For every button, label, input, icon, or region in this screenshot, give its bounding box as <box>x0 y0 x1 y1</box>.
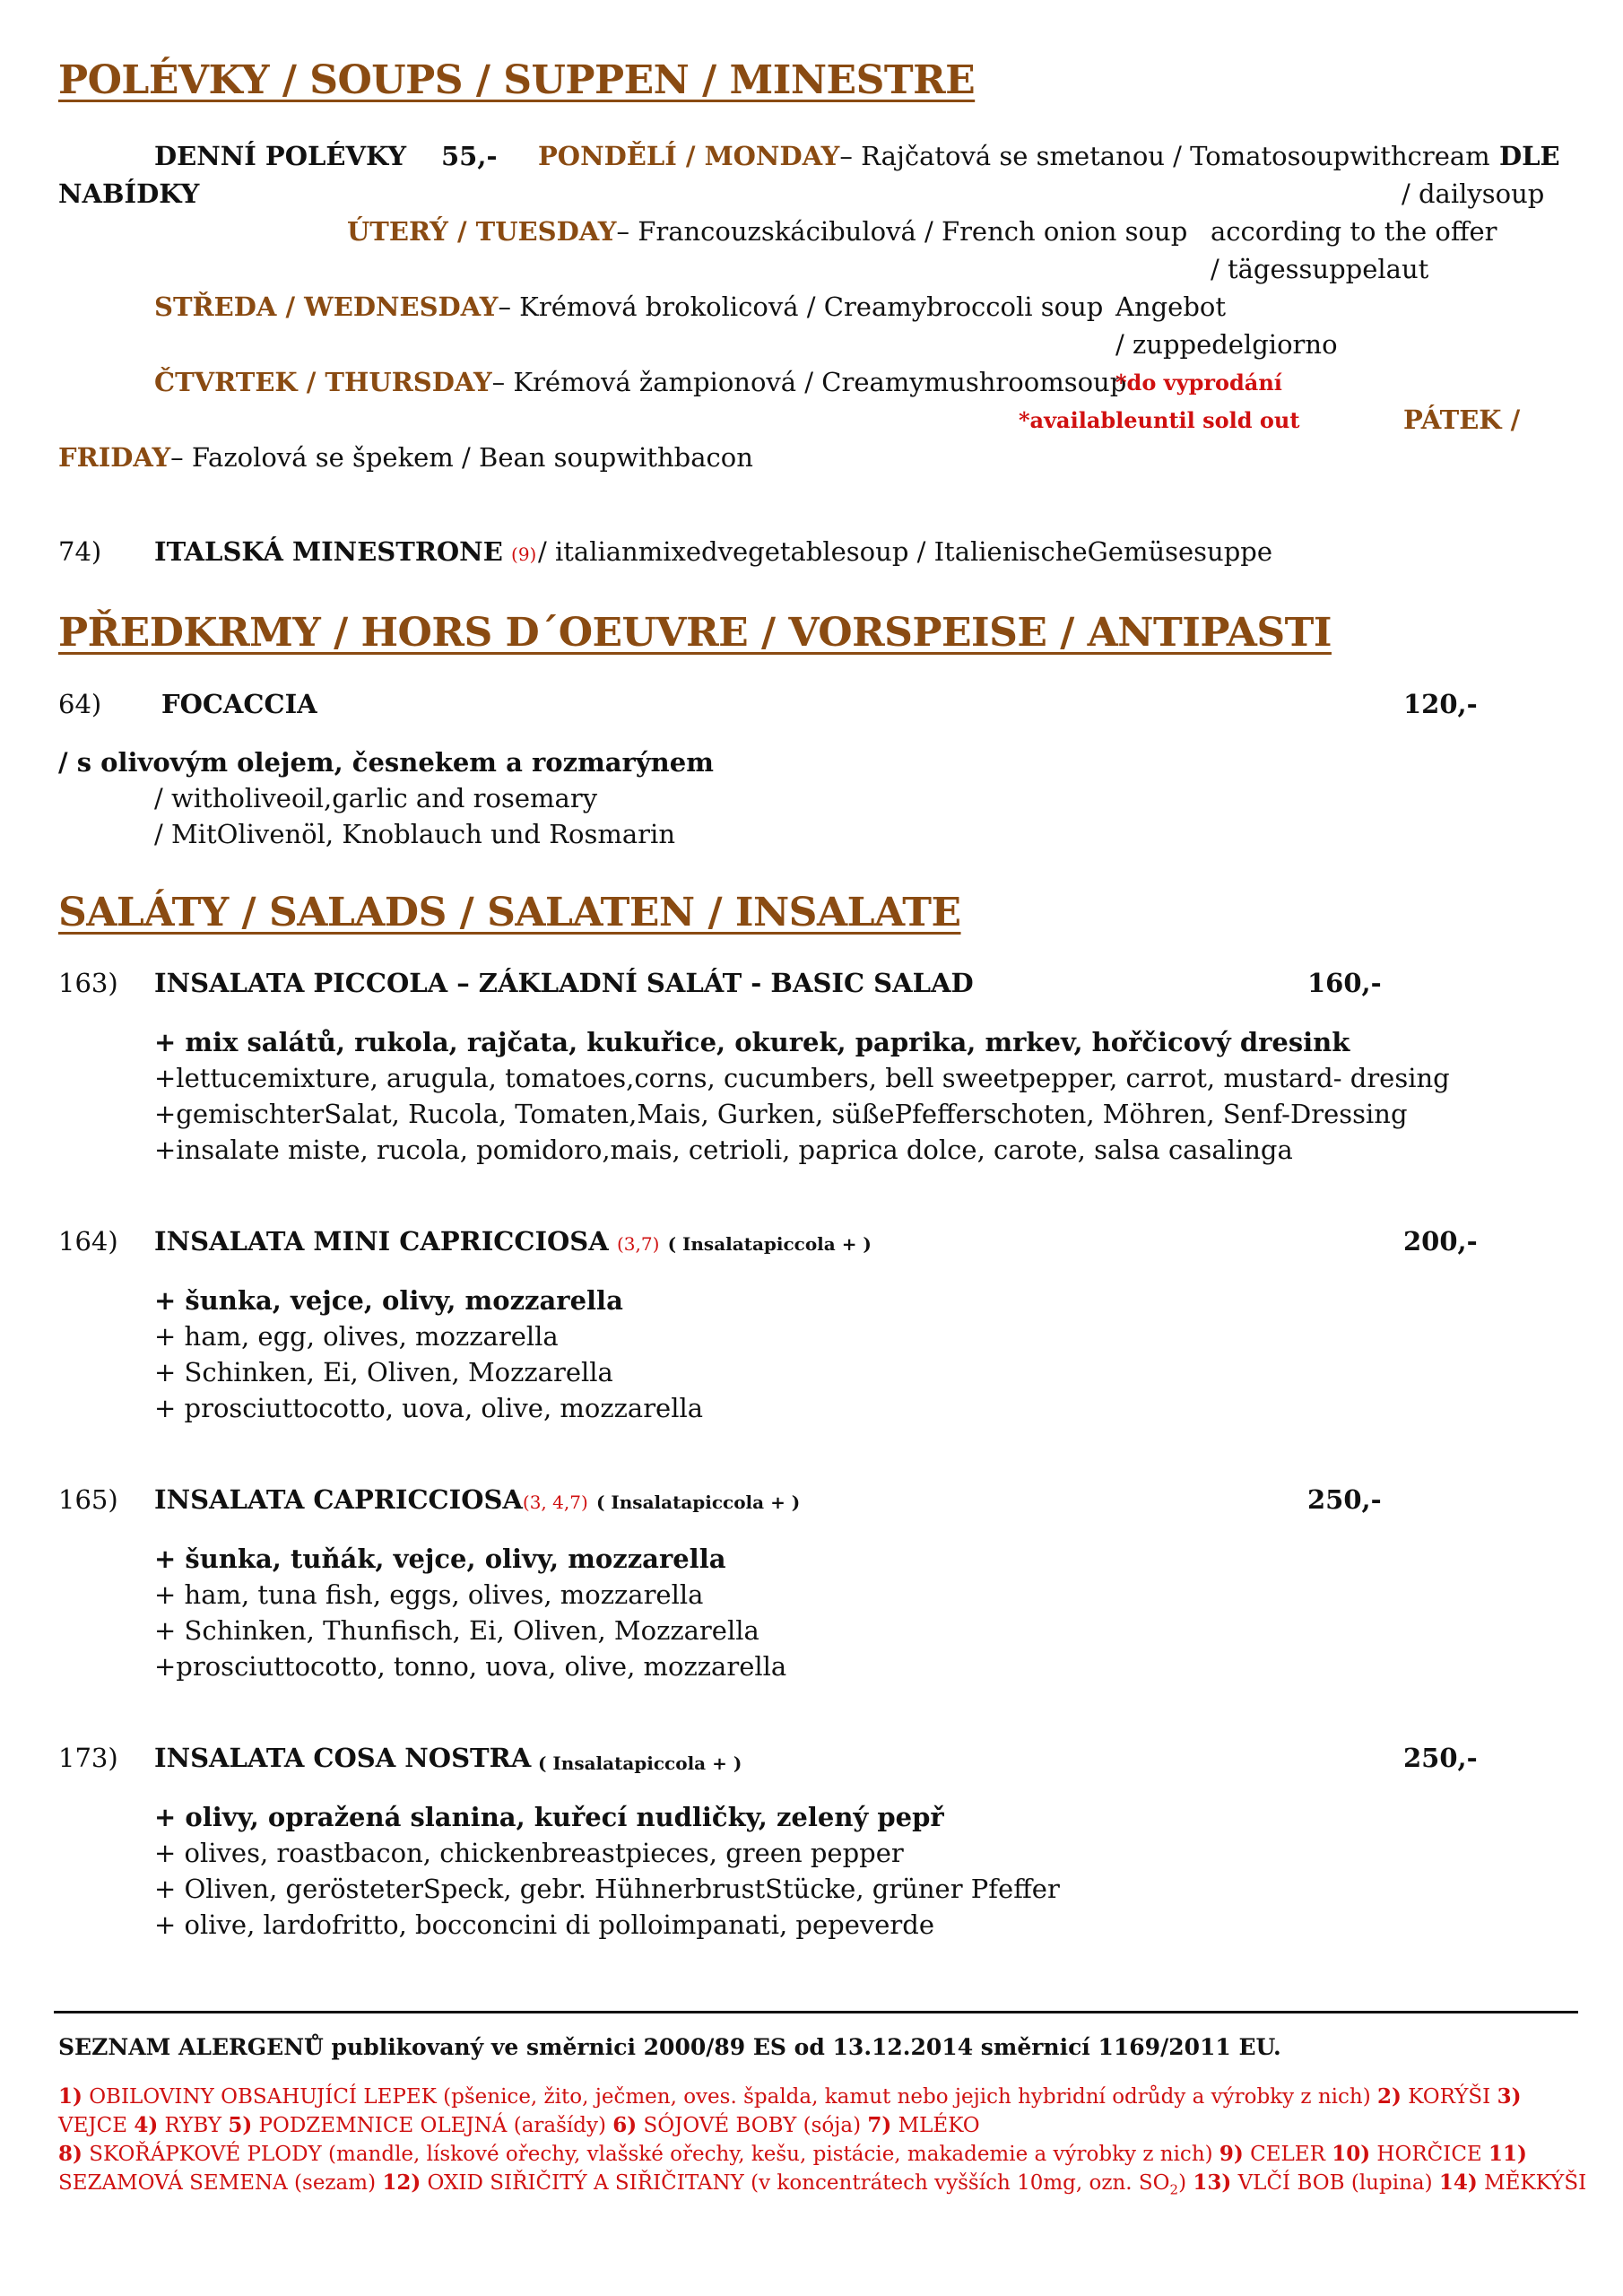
salad-price: 160,- <box>1307 968 1382 998</box>
focaccia-price: 120,- <box>1403 689 1478 719</box>
salad-desc-cz: + olivy, opražená slanina, kuřecí nudličky, zelený pepř <box>154 1802 944 1832</box>
salad-name: INSALATA COSA NOSTRA <box>154 1743 532 1773</box>
salad-desc-it: + prosciuttocotto, uova, olive, mozzarella <box>154 1393 704 1423</box>
allergens-line-2: VEJCE 4) RYBY 5) PODZEMNICE OLEJNÁ (arašídy) 6) SÓJOVÉ BOBY (sója) 7) MLÉKO <box>58 2113 980 2137</box>
dle-label: DLE <box>1499 141 1560 171</box>
daily-soup-label: DENNÍ POLÉVKY <box>154 141 407 171</box>
salad-desc-en: + ham, tuna fish, eggs, olives, mozzarella <box>154 1579 704 1610</box>
salad-desc-en: +lettucemixture, arugula, tomatoes,corns, cucumbers, bell sweetpepper, carrot, mustard- dresing <box>154 1063 1450 1093</box>
starters-heading: PŘEDKRMY / HORS D´OEUVRE / VORSPEISE / ANTIPASTI <box>58 610 1332 656</box>
salad-desc-de: +gemischterSalat, Rucola, Tomaten,Mais, Gurken, süßePfefferschoten, Möhren, Senf-Dressing <box>154 1099 1408 1129</box>
day-friday: FRIDAY– Fazolová se špekem / Bean soupwithbacon <box>58 442 753 473</box>
soups-heading: POLÉVKY / SOUPS / SUPPEN / MINESTRE <box>58 57 976 103</box>
focaccia-desc-cz: / s olivovým olejem, česnekem a rozmarýnem <box>58 747 714 778</box>
minestrone-item: ITALSKÁ MINESTRONE (9) <box>154 536 537 567</box>
daily-soup-en: / dailysoup <box>1402 178 1545 209</box>
nabidky-label: NABÍDKY <box>58 178 200 209</box>
salad-desc-en: + ham, egg, olives, mozzarella <box>154 1321 559 1352</box>
allergens-title: SEZNAM ALERGENŮ publikovaný ve směrnici 2000/89 ES od 13.12.2014 směrnicí 1169/2011 EU. <box>58 2034 1281 2060</box>
salad-desc-it: +prosciuttocotto, tonno, uova, olive, mozzarella <box>154 1651 787 1682</box>
day-thursday: ČTVRTEK / THURSDAY– Krémová žampionová / Creamymushroomsoup <box>154 367 1127 397</box>
minestrone-number: 74) <box>58 536 102 567</box>
salad-name-line: INSALATA CAPRICCIOSA(3, 4,7) ( Insalatapiccola + ) <box>154 1484 801 1515</box>
day-tuesday: ÚTERÝ / TUESDAY– Francouzskácibulová / French onion soup <box>347 216 1188 247</box>
allergens-line-3: 8) SKOŘÁPKOVÉ PLODY (mandle, lískové ořechy, vlašské ořechy, kešu, pistácie, makademie a výrobky z nich) 9) CELER 10) HORČICE 11) <box>58 2142 1527 2166</box>
sold-out-cz: *do vyprodání <box>1115 370 1282 396</box>
salad-price: 250,- <box>1307 1484 1382 1515</box>
salad-desc-de: + Schinken, Ei, Oliven, Mozzarella <box>154 1357 613 1387</box>
salad-desc-cz: + šunka, vejce, olivy, mozzarella <box>154 1285 623 1316</box>
day-friday-a: PÁTEK / <box>1403 404 1521 435</box>
salad-desc-de: + Schinken, Thunfisch, Ei, Oliven, Mozzarella <box>154 1615 759 1646</box>
day-wednesday: STŘEDA / WEDNESDAY– Krémová brokolicová / Creamybroccoli soup <box>154 291 1104 322</box>
salad-desc-it: +insalate miste, rucola, pomidoro,mais, cetrioli, paprica dolce, carote, salsa casalinga <box>154 1135 1293 1165</box>
salad-price: 250,- <box>1403 1743 1478 1773</box>
salad-name: INSALATA PICCOLA – ZÁKLADNÍ SALÁT - BASIC SALAD <box>154 968 974 998</box>
salad-base: ( Insalatapiccola + ) <box>538 1752 742 1774</box>
salad-number: 163) <box>58 968 118 998</box>
minestrone-desc: / italianmixedvegetablesoup / ItalienischeGemüsesuppe <box>538 536 1273 567</box>
salad-desc-de: + Oliven, gerösteterSpeck, gebr. HühnerbrustStücke, grüner Pfeffer <box>154 1874 1060 1904</box>
salad-number: 173) <box>58 1743 118 1773</box>
angebot: Angebot <box>1115 291 1227 322</box>
salad-desc-cz: + šunka, tuňák, vejce, olivy, mozzarella <box>154 1544 726 1574</box>
zuppe-giorno: / zuppedelgiorno <box>1115 329 1338 360</box>
salad-desc-cz: + mix salátů, rukola, rajčata, kukuřice, okurek, paprika, mrkev, hořčicový dresink <box>154 1027 1350 1057</box>
allergens-line-1: 1) OBILOVINY OBSAHUJÍCÍ LEPEK (pšenice, žito, ječmen, oves. špalda, kamut nebo jejich hybridní odrůdy a výrobky z nich) 2) KORÝŠI 3) <box>58 2084 1522 2109</box>
focaccia-name: FOCACCIA <box>161 689 317 719</box>
salad-number: 164) <box>58 1226 118 1257</box>
daily-soup-price: 55,- <box>441 141 498 171</box>
footer-divider <box>54 2011 1578 2013</box>
sold-out-en: *availableuntil sold out <box>1019 407 1300 433</box>
salads-heading: SALÁTY / SALADS / SALATEN / INSALATE <box>58 890 961 935</box>
salad-price: 200,- <box>1403 1226 1478 1257</box>
focaccia-desc-de: / MitOlivenöl, Knoblauch und Rosmarin <box>154 819 675 849</box>
tages-suppe: / tägessuppelaut <box>1211 254 1429 284</box>
salad-desc-it: + olive, lardofritto, bocconcini di polloimpanati, pepeverde <box>154 1909 934 1940</box>
salad-desc-en: + olives, roastbacon, chickenbreastpieces, green pepper <box>154 1838 904 1868</box>
salad-number: 165) <box>58 1484 118 1515</box>
day-monday: PONDĚLÍ / MONDAY– Rajčatová se smetanou / Tomatosoupwithcream <box>538 141 1490 171</box>
focaccia-desc-en: / witholiveoil,garlic and rosemary <box>154 783 598 813</box>
salad-name-line: INSALATA MINI CAPRICCIOSA (3,7) ( Insalatapiccola + ) <box>154 1226 872 1257</box>
according-offer: according to the offer <box>1211 216 1497 247</box>
allergens-line-4: SEZAMOVÁ SEMENA (sezam) 12) OXID SIŘIČITÝ A SIŘIČITANY (v koncentrátech vyšších 10mg, ozn. $SO_2$) 13) VLČÍ BOB (lupina) 14) MĚKKÝŠI <box>58 2170 1587 2198</box>
focaccia-number: 64) <box>58 689 102 719</box>
